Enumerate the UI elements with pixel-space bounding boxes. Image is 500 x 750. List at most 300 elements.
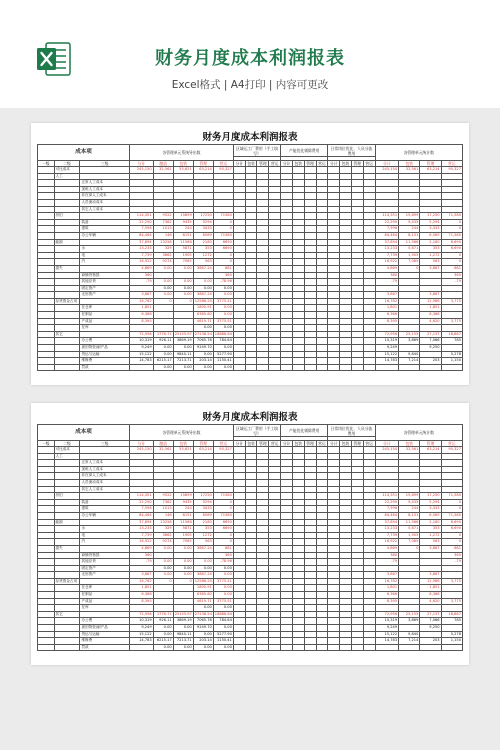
table-row	[38, 351, 463, 358]
empty-cell	[316, 644, 328, 651]
row-level1	[38, 618, 55, 625]
value-cell	[130, 186, 154, 193]
empty-cell	[340, 631, 352, 638]
row-level2: 折旧	[54, 213, 80, 220]
value-cell	[420, 325, 441, 332]
header-col-a: 分计	[130, 441, 154, 447]
empty-cell	[281, 358, 293, 365]
empty-cell	[281, 565, 293, 572]
empty-cell	[269, 279, 281, 286]
empty-cell	[245, 351, 257, 358]
empty-cell	[304, 331, 316, 338]
empty-cell	[245, 364, 257, 371]
empty-cell	[316, 638, 328, 645]
empty-cell	[340, 592, 352, 599]
header-level3: 三级	[80, 161, 130, 167]
empty-cell	[245, 358, 257, 365]
empty-cell	[281, 239, 293, 246]
header-col-a: 包装	[173, 441, 193, 447]
row-level2	[54, 285, 80, 292]
value-cell	[399, 199, 420, 206]
empty-cell	[292, 246, 304, 253]
value-cell: 0	[213, 506, 233, 513]
empty-cell	[363, 358, 375, 365]
row-level3	[80, 453, 130, 460]
row-level3: 非在岗人工成本	[80, 193, 130, 200]
empty-cell	[292, 460, 304, 467]
row-level3: 加班人工成本	[80, 466, 130, 473]
header-col-short: 营运	[269, 441, 281, 447]
value-cell: 6,366	[130, 592, 154, 599]
empty-cell	[233, 592, 245, 599]
empty-cell	[363, 331, 375, 338]
empty-cell	[363, 173, 375, 180]
table-row	[38, 167, 463, 174]
value-cell: 9274	[153, 539, 173, 546]
row-level3: 废旧物资/副产品	[80, 625, 130, 632]
header-group-e: 各管理单元统计数	[375, 145, 462, 161]
empty-cell	[351, 559, 363, 566]
row-level2	[54, 526, 80, 533]
value-cell	[153, 473, 173, 480]
value-cell: 27,137	[420, 611, 441, 618]
value-cell	[173, 479, 193, 486]
empty-cell	[351, 193, 363, 200]
value-cell	[441, 473, 462, 480]
value-cell: 3867.24	[193, 572, 213, 579]
empty-cell	[233, 232, 245, 239]
value-cell: 1,150	[441, 358, 462, 365]
value-cell	[420, 285, 441, 292]
empty-cell	[363, 312, 375, 319]
value-cell	[130, 364, 154, 371]
value-cell: 6,151	[399, 232, 420, 239]
value-cell: 16,922	[130, 539, 154, 546]
value-cell	[213, 479, 233, 486]
value-cell: 0.00	[213, 305, 233, 312]
value-cell: 9,250	[420, 345, 441, 352]
empty-cell	[328, 559, 340, 566]
empty-cell	[292, 351, 304, 358]
table-row	[38, 252, 463, 259]
table-row	[38, 239, 463, 246]
empty-cell	[351, 219, 363, 226]
empty-cell	[316, 364, 328, 371]
empty-cell	[316, 199, 328, 206]
empty-cell	[257, 199, 269, 206]
empty-cell	[304, 545, 316, 552]
empty-cell	[304, 186, 316, 193]
empty-cell	[245, 605, 257, 612]
value-cell: 4,869	[130, 265, 154, 272]
value-cell: 32,561	[153, 447, 173, 454]
empty-cell	[281, 532, 293, 539]
header-col-a: 管理	[193, 161, 213, 167]
value-cell: 0.00	[153, 572, 173, 579]
value-cell	[130, 325, 154, 332]
empty-cell	[245, 305, 257, 312]
value-cell: 7,214	[399, 638, 420, 645]
empty-cell	[316, 206, 328, 213]
row-level1	[38, 173, 55, 180]
table-row	[38, 312, 463, 319]
empty-cell	[281, 625, 293, 632]
value-cell: 13256	[153, 519, 173, 526]
empty-cell	[292, 239, 304, 246]
header-col-short: 营运	[316, 441, 328, 447]
empty-cell	[316, 219, 328, 226]
value-cell	[420, 173, 441, 180]
value-cell: 0.00	[153, 345, 173, 352]
empty-cell	[257, 512, 269, 519]
table-row	[38, 479, 463, 486]
table-row	[38, 493, 463, 500]
empty-cell	[269, 605, 281, 612]
empty-cell	[245, 298, 257, 305]
row-level1	[38, 447, 55, 454]
empty-cell	[351, 226, 363, 233]
value-cell: 360	[213, 272, 233, 279]
value-cell: 15,899	[399, 213, 420, 220]
value-cell: 3775.51	[213, 578, 233, 585]
value-cell: 3,867	[130, 292, 154, 299]
empty-cell	[340, 318, 352, 325]
value-cell	[193, 186, 213, 193]
value-cell	[399, 193, 420, 200]
value-cell: 10,319	[375, 618, 399, 625]
row-level1	[38, 526, 55, 533]
row-level3: 加班人工成本	[80, 186, 130, 193]
value-cell: 0.00	[153, 644, 173, 651]
empty-cell	[304, 460, 316, 467]
row-level3: 其它人工成本	[80, 206, 130, 213]
empty-cell	[363, 631, 375, 638]
value-cell	[399, 565, 420, 572]
empty-cell	[281, 512, 293, 519]
empty-cell	[245, 539, 257, 546]
report-sheet-2	[31, 403, 469, 665]
row-level2	[54, 312, 80, 319]
value-cell	[441, 565, 462, 572]
empty-cell	[328, 506, 340, 513]
header-col-short: 分计	[233, 441, 245, 447]
empty-cell	[316, 631, 328, 638]
empty-cell	[316, 318, 328, 325]
value-cell: 7362	[153, 219, 173, 226]
value-cell: 72,956	[375, 331, 399, 338]
empty-cell	[257, 605, 269, 612]
empty-cell	[304, 298, 316, 305]
empty-cell	[304, 259, 316, 266]
empty-cell	[363, 167, 375, 174]
value-cell: 0.00	[153, 559, 173, 566]
value-cell	[153, 605, 173, 612]
empty-cell	[363, 493, 375, 500]
empty-cell	[316, 486, 328, 493]
empty-cell	[304, 239, 316, 246]
empty-cell	[328, 358, 340, 365]
empty-cell	[233, 493, 245, 500]
empty-cell	[269, 585, 281, 592]
empty-cell	[351, 552, 363, 559]
empty-cell	[304, 325, 316, 332]
value-cell: 15,122	[375, 351, 399, 358]
empty-cell	[257, 312, 269, 319]
value-cell	[375, 180, 399, 187]
header-col-a: 管理	[193, 441, 213, 447]
value-cell	[130, 193, 154, 200]
header-col-short: 管理	[257, 161, 269, 167]
empty-cell	[304, 338, 316, 345]
value-cell	[153, 486, 173, 493]
empty-cell	[257, 631, 269, 638]
value-cell: 3,433	[420, 226, 441, 233]
empty-cell	[245, 447, 257, 454]
value-cell	[441, 625, 462, 632]
empty-cell	[281, 493, 293, 500]
value-cell: 6,366	[420, 592, 441, 599]
empty-cell	[292, 186, 304, 193]
row-level1	[38, 578, 55, 585]
value-cell	[399, 325, 420, 332]
row-level3: 维修费	[80, 638, 130, 645]
value-cell	[173, 272, 193, 279]
empty-cell	[269, 252, 281, 259]
empty-cell	[351, 631, 363, 638]
empty-cell	[316, 351, 328, 358]
value-cell: 72,956	[130, 611, 154, 618]
empty-cell	[316, 592, 328, 599]
empty-cell	[245, 625, 257, 632]
empty-cell	[316, 479, 328, 486]
empty-cell	[292, 285, 304, 292]
empty-cell	[281, 279, 293, 286]
empty-cell	[363, 473, 375, 480]
table-row	[38, 272, 463, 279]
value-cell	[130, 479, 154, 486]
row-level2: 其它	[54, 331, 80, 338]
value-cell	[213, 486, 233, 493]
row-level1	[38, 453, 55, 460]
empty-cell	[340, 447, 352, 454]
empty-cell	[304, 631, 316, 638]
row-level1	[38, 598, 55, 605]
empty-cell	[233, 559, 245, 566]
value-cell	[375, 479, 399, 486]
row-level2	[54, 499, 80, 506]
empty-cell	[304, 466, 316, 473]
empty-cell	[245, 285, 257, 292]
empty-cell	[292, 631, 304, 638]
value-cell: 15,122	[375, 631, 399, 638]
value-cell	[441, 644, 462, 651]
empty-cell	[363, 246, 375, 253]
empty-cell	[269, 512, 281, 519]
row-level2	[54, 232, 80, 239]
empty-cell	[281, 246, 293, 253]
value-cell: 1,801	[420, 305, 441, 312]
value-cell	[420, 473, 441, 480]
empty-cell	[363, 559, 375, 566]
value-cell	[399, 479, 420, 486]
empty-cell	[328, 292, 340, 299]
value-cell: 55,621	[173, 167, 193, 174]
value-cell	[399, 279, 420, 286]
empty-cell	[328, 199, 340, 206]
empty-cell	[281, 298, 293, 305]
empty-cell	[304, 219, 316, 226]
empty-cell	[245, 479, 257, 486]
empty-cell	[351, 239, 363, 246]
empty-cell	[292, 279, 304, 286]
value-cell	[399, 644, 420, 651]
value-cell	[153, 318, 173, 325]
empty-cell	[316, 213, 328, 220]
value-cell	[153, 305, 173, 312]
empty-cell	[257, 539, 269, 546]
value-cell: 0.00	[193, 364, 213, 371]
value-cell: 0	[213, 252, 233, 259]
value-cell: 0.00	[173, 265, 193, 272]
value-cell: 245,150	[375, 447, 399, 454]
value-cell: 3,775	[441, 318, 462, 325]
empty-cell	[257, 611, 269, 618]
empty-cell	[281, 506, 293, 513]
row-level2	[54, 292, 80, 299]
value-cell: 329	[153, 526, 173, 533]
row-level2	[54, 466, 80, 473]
value-cell	[399, 305, 420, 312]
empty-cell	[328, 592, 340, 599]
empty-cell	[328, 625, 340, 632]
value-cell: 10,319	[130, 338, 154, 345]
empty-cell	[304, 479, 316, 486]
empty-cell	[233, 526, 245, 533]
value-cell: 244	[399, 506, 420, 513]
empty-cell	[257, 358, 269, 365]
empty-cell	[245, 331, 257, 338]
empty-cell	[340, 565, 352, 572]
empty-cell	[340, 638, 352, 645]
empty-cell	[233, 312, 245, 319]
value-cell: 6,366	[130, 312, 154, 319]
value-cell: 0	[213, 219, 233, 226]
value-cell	[399, 592, 420, 599]
value-cell: 0	[441, 532, 462, 539]
empty-cell	[233, 193, 245, 200]
empty-cell	[245, 598, 257, 605]
empty-cell	[233, 631, 245, 638]
empty-cell	[233, 186, 245, 193]
value-cell: 3775.51	[213, 298, 233, 305]
empty-cell	[269, 460, 281, 467]
empty-cell	[363, 325, 375, 332]
empty-cell	[328, 460, 340, 467]
value-cell: 9249.70	[193, 345, 213, 352]
value-cell: 16,922	[375, 259, 399, 266]
empty-cell	[245, 325, 257, 332]
row-level2: 能源	[54, 239, 80, 246]
value-cell	[153, 466, 173, 473]
value-cell: 203.14	[193, 358, 213, 365]
value-cell: 95,327	[213, 447, 233, 454]
empty-cell	[316, 239, 328, 246]
row-level2	[54, 559, 80, 566]
empty-cell	[233, 611, 245, 618]
row-level1	[38, 312, 55, 319]
empty-cell	[351, 167, 363, 174]
empty-cell	[340, 460, 352, 467]
empty-cell	[340, 545, 352, 552]
empty-cell	[292, 364, 304, 371]
value-cell: 22,290	[375, 219, 399, 226]
row-level2	[54, 193, 80, 200]
empty-cell	[245, 506, 257, 513]
empty-cell	[328, 605, 340, 612]
empty-cell	[316, 506, 328, 513]
row-level2	[54, 186, 80, 193]
row-level3: 汽	[80, 259, 130, 266]
value-cell: 4,869	[375, 545, 399, 552]
value-cell	[173, 605, 193, 612]
empty-cell	[304, 506, 316, 513]
empty-cell	[351, 318, 363, 325]
empty-cell	[257, 259, 269, 266]
value-cell	[130, 180, 154, 187]
value-cell: 15,122	[130, 351, 154, 358]
empty-cell	[351, 466, 363, 473]
value-cell: 2180	[193, 519, 213, 526]
row-level3: 建筑	[80, 226, 130, 233]
header-col-a: 营运	[213, 441, 233, 447]
table-row	[38, 447, 463, 454]
empty-cell	[245, 338, 257, 345]
empty-cell	[351, 338, 363, 345]
empty-cell	[269, 305, 281, 312]
value-cell: 0.00	[173, 559, 193, 566]
header-col-e: 营运	[441, 441, 462, 447]
empty-cell	[363, 219, 375, 226]
value-cell: 13256	[153, 239, 173, 246]
sheet-title: 财务月度成本利润报表	[202, 412, 298, 423]
empty-cell	[351, 252, 363, 259]
value-cell: 8,395	[375, 318, 399, 325]
empty-cell	[245, 173, 257, 180]
header-col-short: 管理	[304, 161, 316, 167]
empty-cell	[316, 493, 328, 500]
empty-cell	[304, 552, 316, 559]
empty-cell	[257, 585, 269, 592]
empty-cell	[363, 252, 375, 259]
row-level3	[80, 298, 130, 305]
empty-cell	[340, 512, 352, 519]
empty-cell	[233, 618, 245, 625]
value-cell: 9840.11	[173, 631, 193, 638]
empty-cell	[292, 338, 304, 345]
header-group-a: 各管理单元系统导出数	[130, 145, 234, 161]
empty-cell	[281, 466, 293, 473]
empty-cell	[281, 611, 293, 618]
empty-cell	[316, 532, 328, 539]
empty-cell	[304, 345, 316, 352]
value-cell: 563	[193, 259, 213, 266]
empty-cell	[328, 453, 340, 460]
empty-cell	[257, 213, 269, 220]
empty-cell	[245, 272, 257, 279]
empty-cell	[304, 499, 316, 506]
empty-cell	[257, 331, 269, 338]
value-cell: 245,150	[130, 447, 154, 454]
